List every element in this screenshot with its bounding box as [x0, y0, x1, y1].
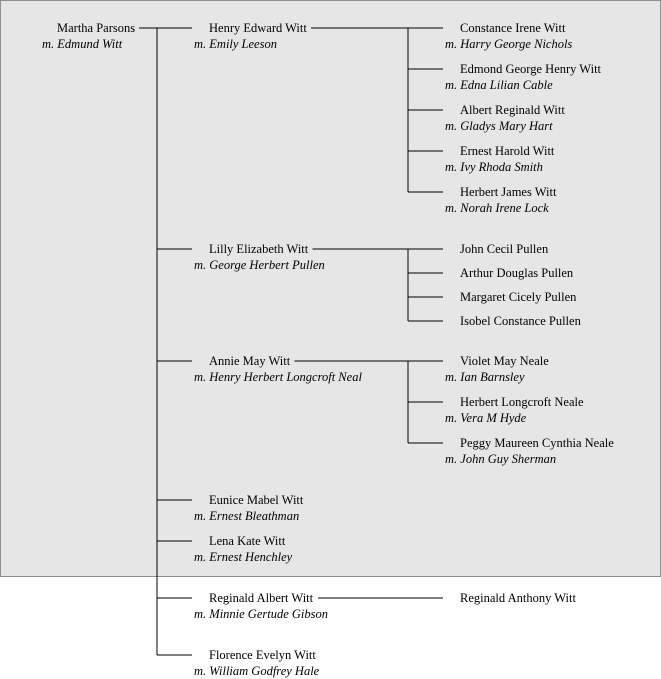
person-name: Albert Reginald Witt: [460, 103, 565, 117]
spouse-name: m. Ivy Rhoda Smith: [445, 160, 543, 174]
person-name: Violet May Neale: [460, 354, 549, 368]
child-person: [194, 20, 307, 52]
person-name: Margaret Cicely Pullen: [460, 290, 577, 304]
person-name: Reginald Albert Witt: [209, 591, 314, 605]
spouse-name: m. Ernest Henchley: [194, 550, 293, 564]
spouse-name: m. William Godfrey Hale: [194, 664, 320, 678]
grandchild-person: [445, 184, 557, 216]
person-name: Reginald Anthony Witt: [460, 591, 576, 605]
person-name: Peggy Maureen Cynthia Neale: [460, 436, 614, 450]
root-person: [42, 20, 136, 52]
person-name: Annie May Witt: [209, 354, 291, 368]
spouse-name: m. Gladys Mary Hart: [445, 119, 553, 133]
grandchild-person: [445, 353, 549, 385]
spouse-name: m. Henry Herbert Longcroft Neal: [194, 370, 362, 384]
grandchild-person: [445, 20, 573, 52]
child-person: [194, 492, 304, 524]
person-name: Edmond George Henry Witt: [460, 62, 602, 76]
spouse-name: m. George Herbert Pullen: [194, 258, 325, 272]
person-name: John Cecil Pullen: [460, 242, 549, 256]
spouse-name: m. Minnie Gertude Gibson: [194, 607, 329, 621]
person-name: Arthur Douglas Pullen: [460, 266, 574, 280]
grandchild-person: [460, 313, 581, 329]
grandchild-person: [445, 61, 602, 93]
person-name: Henry Edward Witt: [209, 21, 307, 35]
spouse-name: m. Ian Barnsley: [445, 370, 525, 384]
person-name: Eunice Mabel Witt: [209, 493, 304, 507]
person-name: Constance Irene Witt: [460, 21, 566, 35]
grandchild-person: [460, 590, 576, 606]
grandchild-person: [445, 394, 584, 426]
grandchild-person: [460, 241, 548, 257]
spouse-name: m. Edmund Witt: [42, 37, 123, 51]
person-name: Herbert Longcroft Neale: [460, 395, 584, 409]
person-name: Herbert James Witt: [460, 185, 557, 199]
spouse-name: m. Vera M Hyde: [445, 411, 527, 425]
spouse-name: m. Ernest Bleathman: [194, 509, 300, 523]
spouse-name: m. Emily Leeson: [194, 37, 277, 51]
spouse-name: m. Harry George Nichols: [445, 37, 573, 51]
child-person: [194, 590, 329, 622]
person-name: Ernest Harold Witt: [460, 144, 555, 158]
person-name: Martha Parsons: [57, 21, 136, 35]
grandchild-person: [460, 265, 573, 281]
child-person: [194, 533, 293, 565]
person-name: Florence Evelyn Witt: [209, 648, 316, 662]
grandchild-person: [445, 102, 565, 134]
person-name: Lilly Elizabeth Witt: [209, 242, 309, 256]
spouse-name: m. John Guy Sherman: [445, 452, 557, 466]
person-name: Isobel Constance Pullen: [460, 314, 581, 328]
child-person: [194, 353, 362, 385]
child-person: [194, 647, 320, 679]
grandchild-person: [445, 143, 555, 175]
spouse-name: m. Norah Irene Lock: [445, 201, 549, 215]
grandchild-person: [460, 289, 576, 305]
spouse-name: m. Edna Lilian Cable: [445, 78, 553, 92]
child-person: [194, 241, 325, 273]
grandchild-person: [445, 435, 614, 467]
person-name: Lena Kate Witt: [209, 534, 286, 548]
